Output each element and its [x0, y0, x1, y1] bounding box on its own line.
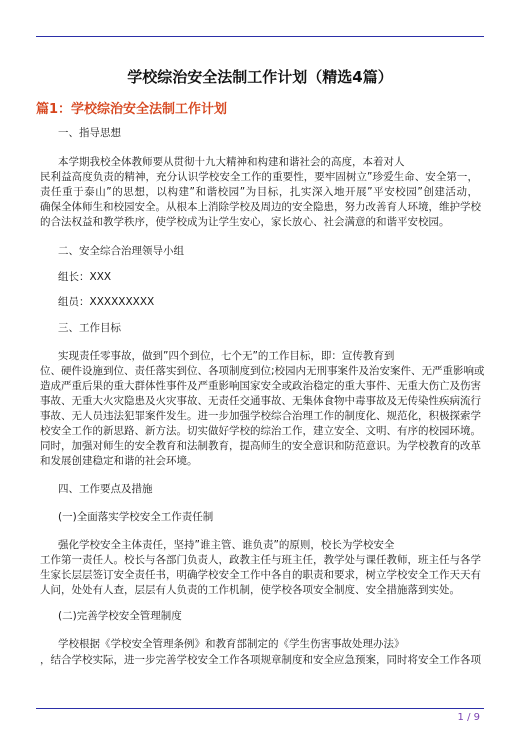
section-title: 篇1：学校综治安全法制工作计划	[36, 102, 228, 117]
paragraph-line: 责任重于泰山”的思想，以构建”和谐校园”为目标，扎实深入地开展”平安校园”创建活动，	[40, 186, 478, 198]
paragraph-line: 事故、无人员违法犯罪案件发生。进一步加强学校综合治理工作的制度化、规范化，积极探索学	[40, 410, 481, 422]
paragraph-line: 本学期我校全体教师要从贯彻十九大精神和构建和谐社会的高度，本着对人	[58, 156, 405, 168]
paragraph-line: 实现责任零事故，做到”四个到位，七个无”的工作目标，即：宣传教育到	[58, 350, 395, 362]
heading-leadership-group: 二、安全综合治理领导小组	[58, 245, 184, 257]
paragraph-line: 位、硬件设施到位、责任落实到位、各项制度到位;校园内无刑事案件及治安案件、无严重影响或	[40, 365, 485, 377]
paragraph-line: 民利益高度负责的精神，充分认识学校安全工作的重要性，要牢固树立”珍爱生命、安全第一，	[40, 171, 478, 183]
document-title: 学校综治安全法制工作计划（精选4篇）	[127, 68, 393, 86]
heading-work-goals: 三、工作目标	[58, 322, 121, 334]
paragraph-line: ，结合学校实际，进一步完善学校安全工作各项规章制度和安全应急预案，同时将安全工作各项	[40, 654, 481, 666]
paragraph-line: 事故、无重大火灾隐患及火灾事故、无责任交通事故、无集体食物中毒事故及无传染性疾病流行	[40, 395, 481, 407]
paragraph-line: 同时，加强对师生的安全教育和法制教育，提高师生的安全意识和防范意识。为学校教育的改革	[40, 440, 481, 452]
subheading-responsibility: (一)全面落实学校安全工作责任制	[58, 511, 214, 523]
paragraph-line: 生家长层层签订安全责任书，明确学校安全工作中各自的职责和要求，树立学校安全工作天天有	[40, 569, 481, 581]
group-leader: 组长：XXX	[58, 271, 112, 283]
paragraph-line: 人问，处处有人查，层层有人负责的工作机制，使学校各项安全制度、安全措施落到实处。	[40, 584, 460, 596]
heading-guiding-ideology: 一、指导思想	[58, 127, 121, 139]
paragraph-line: 强化学校安全主体责任，坚持”谁主管、谁负责”的原则，校长为学校安全	[58, 539, 395, 551]
footer-rule	[36, 708, 484, 709]
paragraph-line: 的合法权益和教学秩序，使学校成为让学生安心，家长放心、社会满意的和谐平安校园。	[40, 216, 450, 228]
heading-key-measures: 四、工作要点及措施	[58, 483, 153, 495]
paragraph-line: 造成严重后果的重大群体性事件及严重影响国家安全或政治稳定的重大事件、无重大伤亡及伤害	[40, 380, 481, 392]
paragraph-line: 校安全工作的新思路、新方法。切实做好学校的综治工作，建立安全、文明、有序的校园环境。	[40, 425, 481, 437]
header-rule	[36, 36, 484, 37]
paragraph-line: 工作第一责任人。校长与各部门负责人，政教主任与班主任，教学处与课任教师，班主任与各学	[40, 554, 481, 566]
paragraph-line: 和发展创建稳定和谐的社会环境。	[40, 455, 198, 467]
paragraph-line: 学校根据《学校安全管理条例》和教育部制定的《学生伤害事故处理办法》	[58, 638, 405, 650]
paragraph-line: 确保全体师生和校园安全。从根本上消除学校及周边的安全隐患，努力改善育人环境，维护学校	[40, 201, 481, 213]
subheading-management-system: (二)完善学校安全管理制度	[58, 610, 182, 622]
page-indicator: 1 / 9	[457, 712, 480, 723]
group-members: 组员：XXXXXXXXX	[58, 296, 155, 308]
